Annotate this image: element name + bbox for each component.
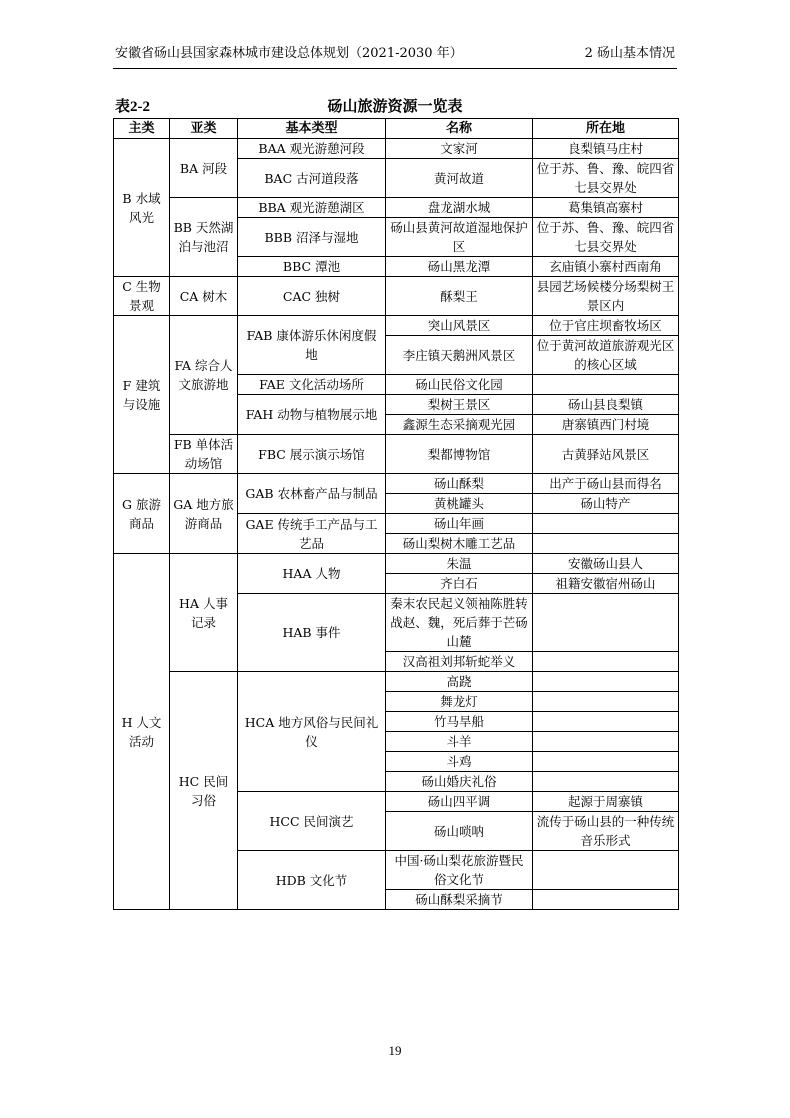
basic-type-cell: HDB 文化节 [238, 851, 386, 910]
location-cell: 位于官庄坝畜牧场区 [533, 316, 679, 336]
name-cell: 砀山唢呐 [386, 812, 533, 851]
location-cell: 安徽砀山县人 [533, 554, 679, 574]
subcategory-cell: FB 单体活动场馆 [170, 435, 238, 474]
location-cell: 出产于砀山县而得名 [533, 474, 679, 494]
name-cell: 盘龙湖水城 [386, 198, 533, 218]
basic-type-cell: BBC 潭池 [238, 257, 386, 277]
location-cell: 唐寨镇西门村境 [533, 415, 679, 435]
location-cell: 流传于砀山县的一种传统音乐形式 [533, 812, 679, 851]
page-number: 19 [388, 1043, 402, 1058]
name-cell: 砀山梨树木雕工艺品 [386, 534, 533, 554]
name-cell: 鑫源生态采摘观光园 [386, 415, 533, 435]
main-category-cell: F 建筑与设施 [114, 316, 170, 474]
name-cell: 梨都博物馆 [386, 435, 533, 474]
page-header [113, 44, 677, 69]
location-cell [533, 514, 679, 534]
name-cell: 砀山年画 [386, 514, 533, 534]
name-cell: 汉高祖刘邦斩蛇举义 [386, 652, 533, 672]
tourism-resources-table [113, 118, 679, 910]
location-cell [533, 375, 679, 395]
name-cell: 砀山婚庆礼俗 [386, 772, 533, 792]
basic-type-cell: BBA 观光游憩湖区 [238, 198, 386, 218]
name-cell: 黄桃罐头 [386, 494, 533, 514]
subcategory-cell: HC 民间习俗 [170, 672, 238, 910]
basic-type-cell: BBB 沼泽与湿地 [238, 218, 386, 257]
name-cell: 舞龙灯 [386, 692, 533, 712]
column-header: 名称 [386, 119, 533, 139]
name-cell: 黄河故道 [386, 159, 533, 198]
basic-type-cell: BAA 观光游憩河段 [238, 139, 386, 159]
location-cell: 葛集镇高寨村 [533, 198, 679, 218]
location-cell: 玄庙镇小寨村西南角 [533, 257, 679, 277]
subcategory-cell: HA 人事记录 [170, 554, 238, 672]
column-header: 基本类型 [238, 119, 386, 139]
name-cell: 砀山酥梨采摘节 [386, 890, 533, 910]
location-cell [533, 534, 679, 554]
name-cell: 斗鸡 [386, 752, 533, 772]
subcategory-cell: CA 树木 [170, 277, 238, 316]
location-cell [533, 851, 679, 890]
main-category-cell: B 水域风光 [114, 139, 170, 277]
table-row [114, 277, 679, 316]
main-category-cell: G 旅游商品 [114, 474, 170, 554]
table-caption [113, 95, 677, 117]
location-cell: 县园艺场候楼分场梨树王景区内 [533, 277, 679, 316]
name-cell: 斗羊 [386, 732, 533, 752]
location-cell [533, 732, 679, 752]
table-row [114, 672, 679, 692]
location-cell: 古黄驿站风景区 [533, 435, 679, 474]
location-cell: 位于苏、鲁、豫、皖四省七县交界处 [533, 159, 679, 198]
name-cell: 秦末农民起义领袖陈胜转战赵、魏，死后葬于芒砀山麓 [386, 594, 533, 652]
column-header: 所在地 [533, 119, 679, 139]
column-header: 亚类 [170, 119, 238, 139]
location-cell: 位于黄河故道旅游观光区的核心区域 [533, 336, 679, 375]
basic-type-cell: HCC 民间演艺 [238, 792, 386, 851]
basic-type-cell: GAB 农林畜产品与制品 [238, 474, 386, 514]
location-cell: 起源于周寨镇 [533, 792, 679, 812]
name-cell: 李庄镇天鹅洲风景区 [386, 336, 533, 375]
location-cell [533, 712, 679, 732]
subcategory-cell: FA 综合人文旅游地 [170, 316, 238, 435]
header-chapter-title: 2 砀山基本情况 [584, 46, 675, 61]
name-cell: 齐白石 [386, 574, 533, 594]
main-category-cell: H 人文活动 [114, 554, 170, 910]
basic-type-cell: FAE 文化活动场所 [238, 375, 386, 395]
column-header: 主类 [114, 119, 170, 139]
table-row [114, 198, 679, 218]
subcategory-cell: BA 河段 [170, 139, 238, 198]
location-cell [533, 692, 679, 712]
name-cell: 竹马旱船 [386, 712, 533, 732]
table-number: 表2-2 [115, 99, 150, 115]
basic-type-cell: FAH 动物与植物展示地 [238, 395, 386, 435]
table-row [114, 554, 679, 574]
location-cell: 砀山县良梨镇 [533, 395, 679, 415]
location-cell [533, 594, 679, 652]
name-cell: 砀山酥梨 [386, 474, 533, 494]
table-row [114, 474, 679, 494]
location-cell [533, 890, 679, 910]
subcategory-cell: GA 地方旅游商品 [170, 474, 238, 554]
table-row [114, 139, 679, 159]
table-title: 砀山旅游资源一览表 [327, 97, 463, 115]
location-cell: 良梨镇马庄村 [533, 139, 679, 159]
basic-type-cell: BAC 古河道段落 [238, 159, 386, 198]
location-cell: 位于苏、鲁、豫、皖四省七县交界处 [533, 218, 679, 257]
basic-type-cell: HCA 地方风俗与民间礼仪 [238, 672, 386, 792]
location-cell [533, 752, 679, 772]
name-cell: 砀山四平调 [386, 792, 533, 812]
name-cell: 砀山黑龙潭 [386, 257, 533, 277]
name-cell: 梨树王景区 [386, 395, 533, 415]
table-header-row [114, 119, 679, 139]
basic-type-cell: CAC 独树 [238, 277, 386, 316]
location-cell: 祖籍安徽宿州砀山 [533, 574, 679, 594]
name-cell: 砀山民俗文化园 [386, 375, 533, 395]
name-cell: 突山风景区 [386, 316, 533, 336]
location-cell [533, 672, 679, 692]
location-cell [533, 772, 679, 792]
basic-type-cell: HAA 人物 [238, 554, 386, 594]
name-cell: 砀山县黄河故道湿地保护区 [386, 218, 533, 257]
basic-type-cell: HAB 事件 [238, 594, 386, 672]
name-cell: 中国·砀山梨花旅游暨民俗文化节 [386, 851, 533, 890]
location-cell: 砀山特产 [533, 494, 679, 514]
name-cell: 酥梨王 [386, 277, 533, 316]
basic-type-cell: FBC 展示演示场馆 [238, 435, 386, 474]
basic-type-cell: FAB 康体游乐休闲度假地 [238, 316, 386, 375]
basic-type-cell: GAE 传统手工产品与工艺品 [238, 514, 386, 554]
main-category-cell: C 生物景观 [114, 277, 170, 316]
name-cell: 文家河 [386, 139, 533, 159]
header-document-title: 安徽省砀山县国家森林城市建设总体规划（2021-2030 年） [115, 46, 463, 61]
subcategory-cell: BB 天然湖泊与池沼 [170, 198, 238, 277]
table-row [114, 316, 679, 336]
location-cell [533, 652, 679, 672]
table-row [114, 435, 679, 474]
name-cell: 高跷 [386, 672, 533, 692]
name-cell: 朱温 [386, 554, 533, 574]
